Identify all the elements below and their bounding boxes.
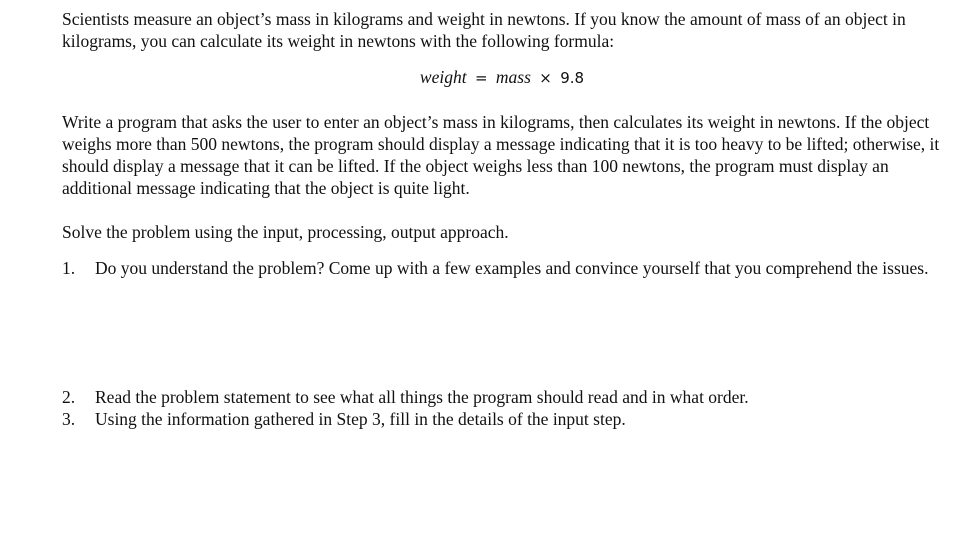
formula-mass: mass [495, 67, 531, 87]
document-page [62, 8, 942, 430]
question-number: 1. [62, 258, 76, 278]
question-text: Read the problem statement to see what all things the program should read and in what order. [95, 387, 749, 407]
approach-paragraph: Solve the problem using the input, processing, output approach. [62, 222, 509, 242]
question-list [62, 257, 942, 430]
formula-equals: = [474, 69, 488, 87]
question-number: 2. [62, 387, 76, 407]
formula-constant: 9.8 [560, 69, 585, 87]
formula-times: × [539, 69, 552, 87]
question-item [62, 408, 942, 430]
formula-weight: weight [419, 67, 467, 87]
intro-paragraph: Scientists measure an object’s mass in kilograms and weight in newtons. If you know the amount of mass of an object in kilograms, you can calculate its weight in newtons with the following formula: [62, 9, 906, 51]
weight-formula [62, 66, 942, 89]
question-text: Using the information gathered in Step 3, fill in the details of the input step. [95, 409, 626, 429]
question-text: Do you understand the problem? Come up with a few examples and convince yourself that you comprehend the issues. [95, 258, 929, 278]
question-item [62, 386, 942, 408]
task-paragraph: Write a program that asks the user to enter an object’s mass in kilograms, then calculates its weight in newtons. If the object weighs more than 500 newtons, the program should display a message indicating that it is too heavy to be lifted; otherwise, it should display a message that it can be lifted. If the object weighs less than 100 newtons, the program must display an additional message indicating that the object is quite light. [62, 112, 940, 198]
question-item [62, 257, 942, 279]
question-number: 3. [62, 409, 76, 429]
